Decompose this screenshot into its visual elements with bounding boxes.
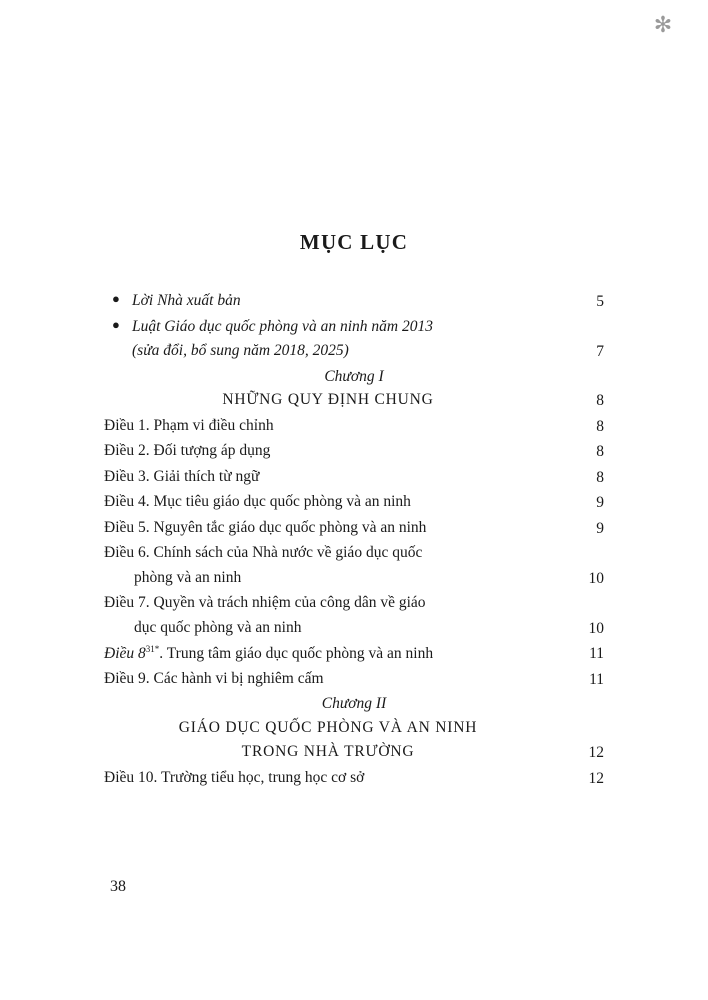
list-item[interactable] — [104, 595, 604, 611]
toc-content — [104, 230, 604, 795]
toc-entry-label — [104, 645, 562, 662]
toc-entry-label: Điều 6. Chính sách của Nhà nước về giáo dục quốc — [104, 544, 423, 561]
toc-entry-page: 9 — [596, 494, 604, 511]
list-item[interactable] — [104, 720, 604, 736]
toc-entry-line: (sửa đổi, bổ sung năm 2018, 2025) — [132, 342, 349, 359]
toc-entry-label: Điều 2. Đối tượng áp dụng — [104, 442, 271, 459]
list-item-continuation[interactable] — [104, 744, 604, 761]
toc-entry-page: 12 — [588, 769, 604, 787]
toc-entry-page: 11 — [589, 645, 604, 662]
toc-entry-label: TRONG NHÀ TRƯỜNG — [241, 743, 415, 761]
toc-entry-page: 8 — [596, 392, 604, 409]
page-title: MỤC LỤC — [299, 230, 409, 254]
toc-list — [104, 293, 604, 786]
list-item[interactable] — [104, 469, 604, 486]
toc-entry-label: Điều 3. Giải thích từ ngữ — [104, 467, 260, 485]
toc-entry-page: 10 — [588, 569, 604, 587]
list-item[interactable] — [104, 645, 604, 662]
toc-entry-label: phòng và an ninh — [134, 568, 242, 586]
toc-entry-label: Điều 1. Phạm vi điều chỉnh — [104, 416, 274, 434]
list-item[interactable] — [104, 418, 604, 435]
toc-entry-page: 10 — [588, 619, 604, 637]
list-item[interactable] — [104, 545, 604, 561]
page-number: 38 — [110, 878, 126, 895]
toc-entry-label: NHỮNG QUY ĐỊNH CHUNG — [222, 391, 434, 408]
bullet-icon: ● — [112, 291, 120, 306]
toc-entry-page: 5 — [596, 293, 604, 310]
toc-entry-label: Điều 7. Quyền và trách nhiệm của công dân về giáo — [104, 594, 426, 611]
toc-entry-label: Điều 4. Mục tiêu giáo dục quốc phòng và an ninh — [104, 493, 411, 510]
list-item-continuation[interactable] — [104, 570, 604, 587]
toc-entry-page: 8 — [596, 468, 604, 486]
toc-entry-page: 8 — [596, 417, 604, 435]
toc-entry-page — [562, 720, 604, 721]
toc-entry-page: 11 — [589, 670, 604, 688]
toc-entry-page: 9 — [596, 519, 604, 537]
list-item[interactable] — [104, 316, 604, 335]
chapter-label: Chương II — [321, 695, 387, 713]
list-item[interactable] — [104, 293, 604, 310]
list-item[interactable] — [104, 520, 604, 537]
toc-entry-page: 12 — [588, 744, 604, 762]
toc-entry-label — [104, 316, 562, 335]
list-item[interactable] — [104, 770, 604, 787]
toc-entry-page — [562, 595, 604, 596]
toc-entry-page — [562, 545, 604, 546]
toc-entry-page — [562, 319, 604, 320]
footnote-marker: 31* — [145, 644, 160, 654]
toc-entry-line: Luật Giáo dục quốc phòng và an ninh năm 2013 — [132, 317, 433, 335]
toc-entry-label: Điều 5. Nguyên tắc giáo dục quốc phòng và an ninh — [104, 518, 427, 536]
list-item[interactable] — [104, 671, 604, 688]
chapter-label: Chương I — [324, 367, 384, 385]
toc-entry-line-rest: . Trung tâm giáo dục quốc phòng và an ninh — [159, 645, 434, 663]
list-item[interactable] — [104, 443, 604, 460]
toc-entry-line: Lời Nhà xuất bản — [132, 292, 241, 309]
toc-entry-label: Điều 9. Các hành vi bị nghiêm cấm — [104, 669, 324, 687]
list-item-continuation[interactable] — [104, 343, 604, 360]
toc-entry-label: GIÁO DỤC QUỐC PHÒNG VÀ AN NINH — [178, 718, 478, 736]
bullet-icon: ● — [112, 316, 120, 332]
list-item-continuation[interactable] — [104, 620, 604, 637]
list-item[interactable] — [104, 494, 604, 511]
toc-entry-page: 8 — [596, 443, 604, 460]
flower-ornament-icon: ✻ — [653, 12, 673, 37]
toc-entry-line: Điều 8 — [104, 645, 146, 663]
toc-entry-page: 7 — [596, 343, 604, 360]
toc-entry-label: dục quốc phòng và an ninh — [134, 618, 302, 636]
toc-entry-label — [104, 293, 562, 309]
toc-entry-label: Điều 10. Trường tiểu học, trung học cơ sở — [104, 768, 365, 786]
toc-entry-label — [104, 343, 562, 359]
list-item[interactable] — [104, 392, 604, 409]
